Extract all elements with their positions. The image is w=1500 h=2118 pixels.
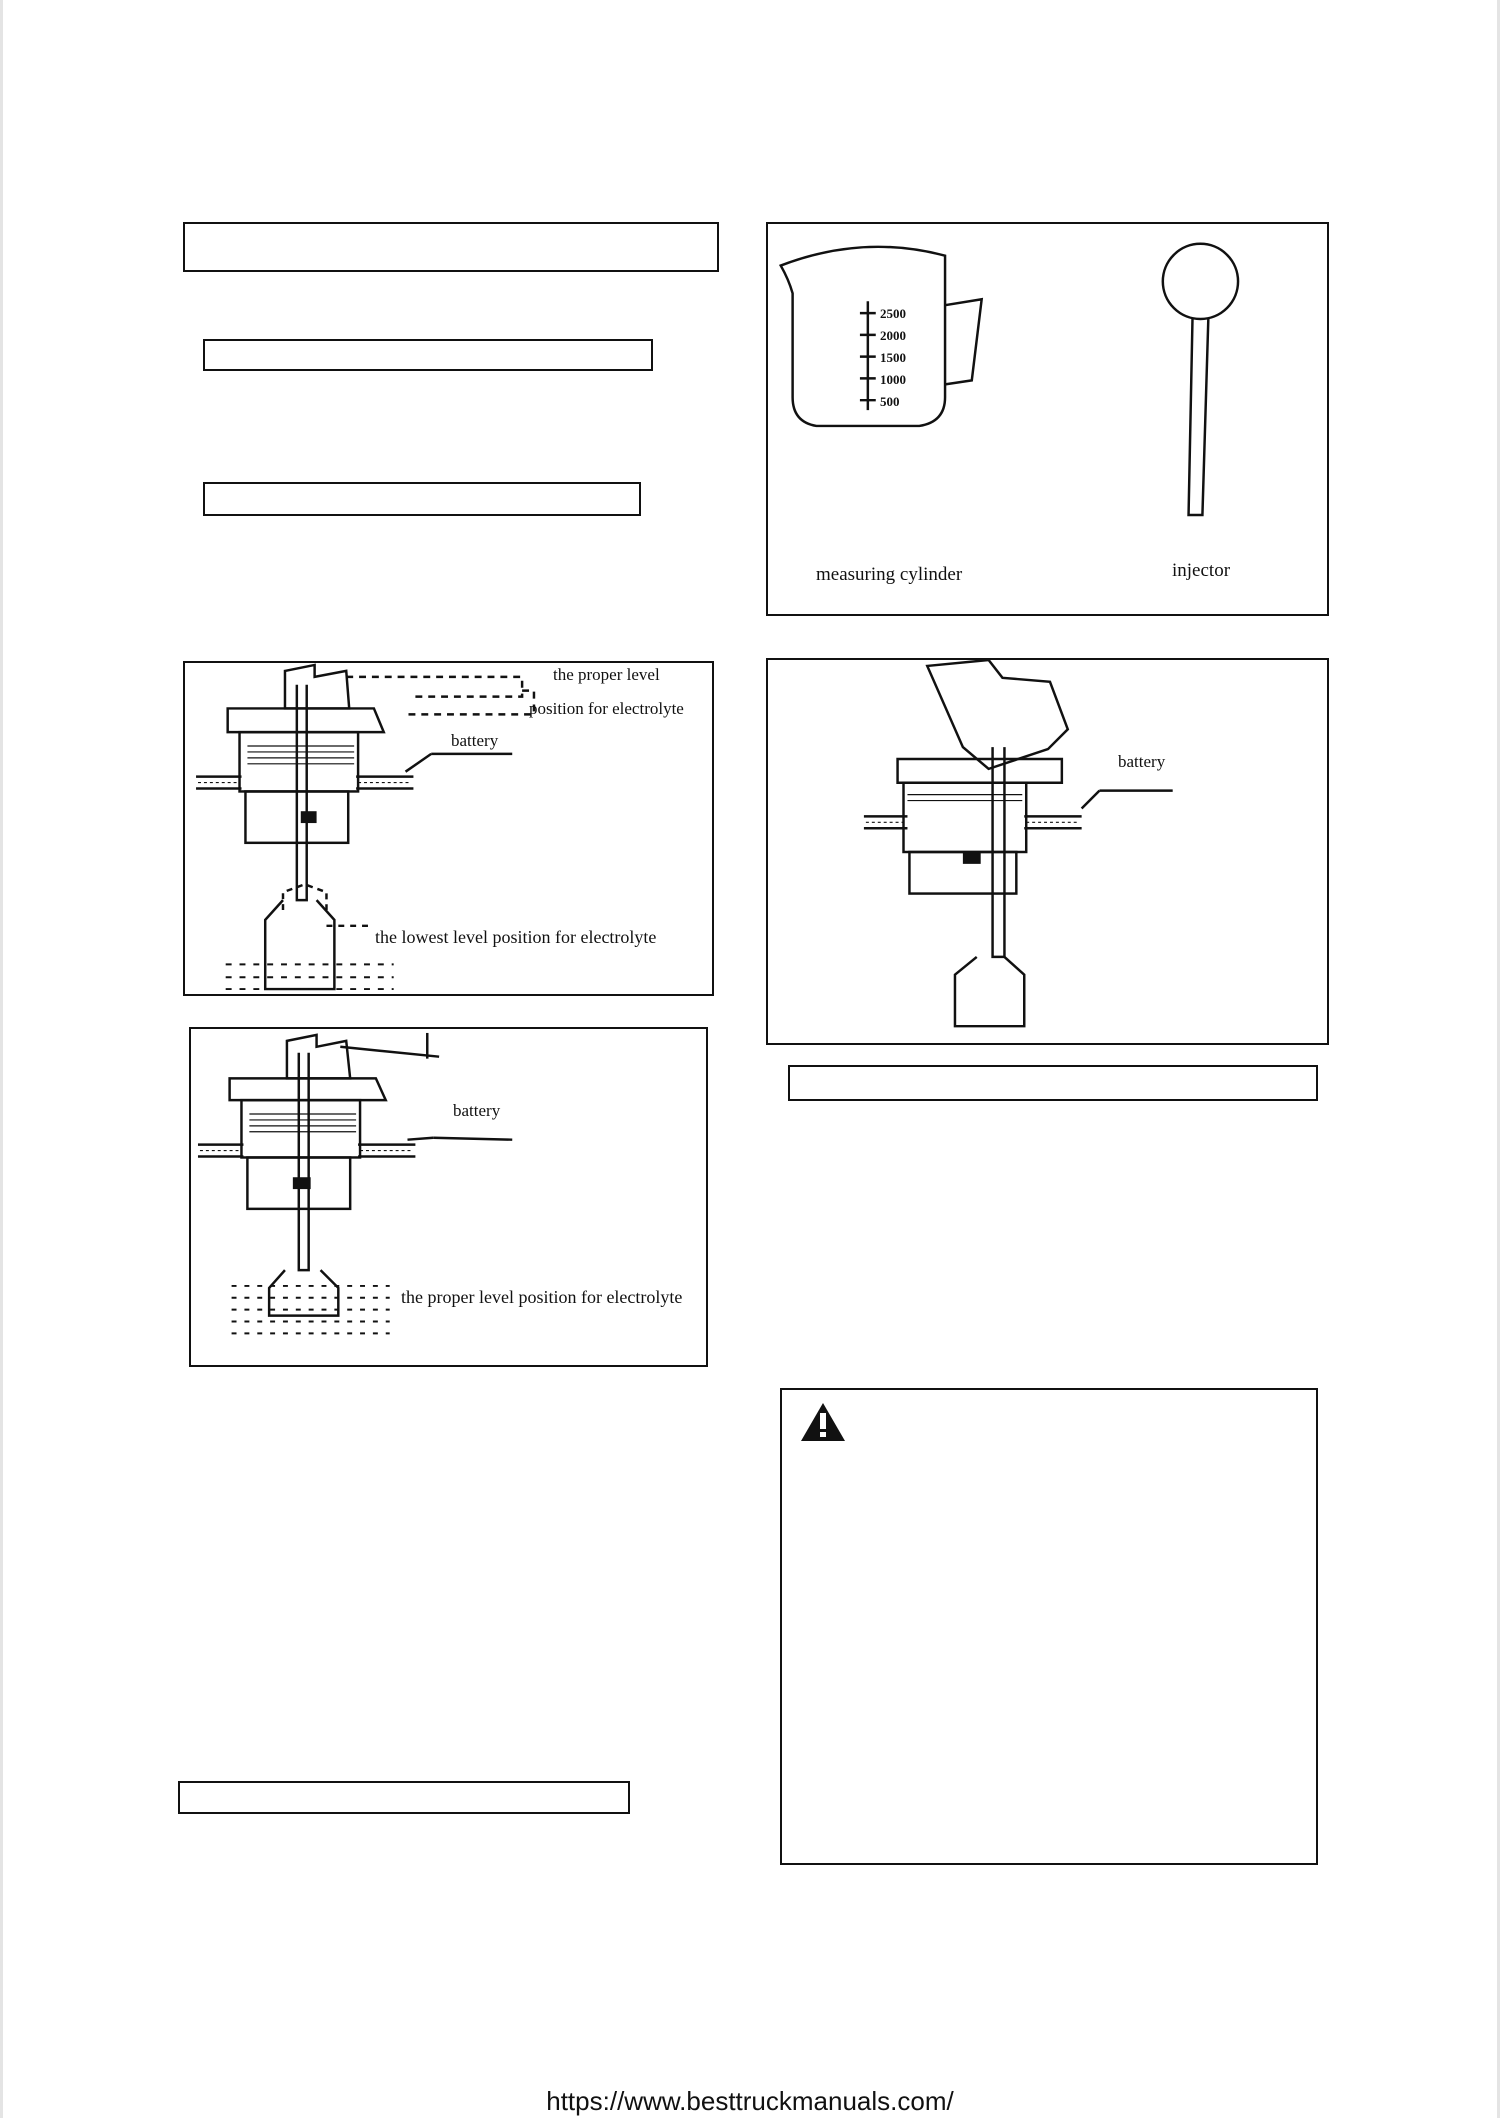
battery-cap-tilted-drawing [768, 660, 1327, 1043]
proper-level-label: the proper level position for electrolyte [401, 1287, 683, 1307]
heading-box-2 [203, 339, 653, 371]
proper-level-label-line1: the proper level [553, 665, 660, 684]
scale-mark-2500: 2500 [880, 306, 906, 321]
lowest-level-label: the lowest level position for electrolyte [375, 927, 657, 947]
figure-tilted-cap [766, 658, 1329, 1045]
battery-cap-proper-drawing [191, 1029, 706, 1365]
warning-box [780, 1388, 1318, 1865]
battery-label: battery [451, 731, 499, 750]
battery-label: battery [453, 1101, 501, 1120]
scale-mark-2000: 2000 [880, 328, 906, 343]
proper-level-label-line2: position for electrolyte [529, 699, 684, 718]
figure-measuring-tools [766, 222, 1329, 616]
heading-box-1 [183, 222, 719, 272]
heading-box-4 [788, 1065, 1318, 1101]
battery-label: battery [1118, 752, 1166, 771]
figure-lowest-level [183, 661, 714, 996]
measuring-cylinder-label: measuring cylinder [816, 564, 963, 585]
scale-mark-500: 500 [880, 394, 900, 409]
figure-proper-level [189, 1027, 708, 1367]
scale-mark-1000: 1000 [880, 372, 906, 387]
scale-mark-1500: 1500 [880, 350, 906, 365]
measuring-tools-drawing [768, 224, 1327, 614]
injector-label: injector [1172, 560, 1231, 581]
warning-icon [800, 1402, 846, 1442]
heading-box-5 [178, 1781, 630, 1814]
heading-box-3 [203, 482, 641, 516]
page-edge-left [0, 0, 3, 2118]
footer-url[interactable]: https://www.besttruckmanuals.com/ [546, 2086, 954, 2116]
